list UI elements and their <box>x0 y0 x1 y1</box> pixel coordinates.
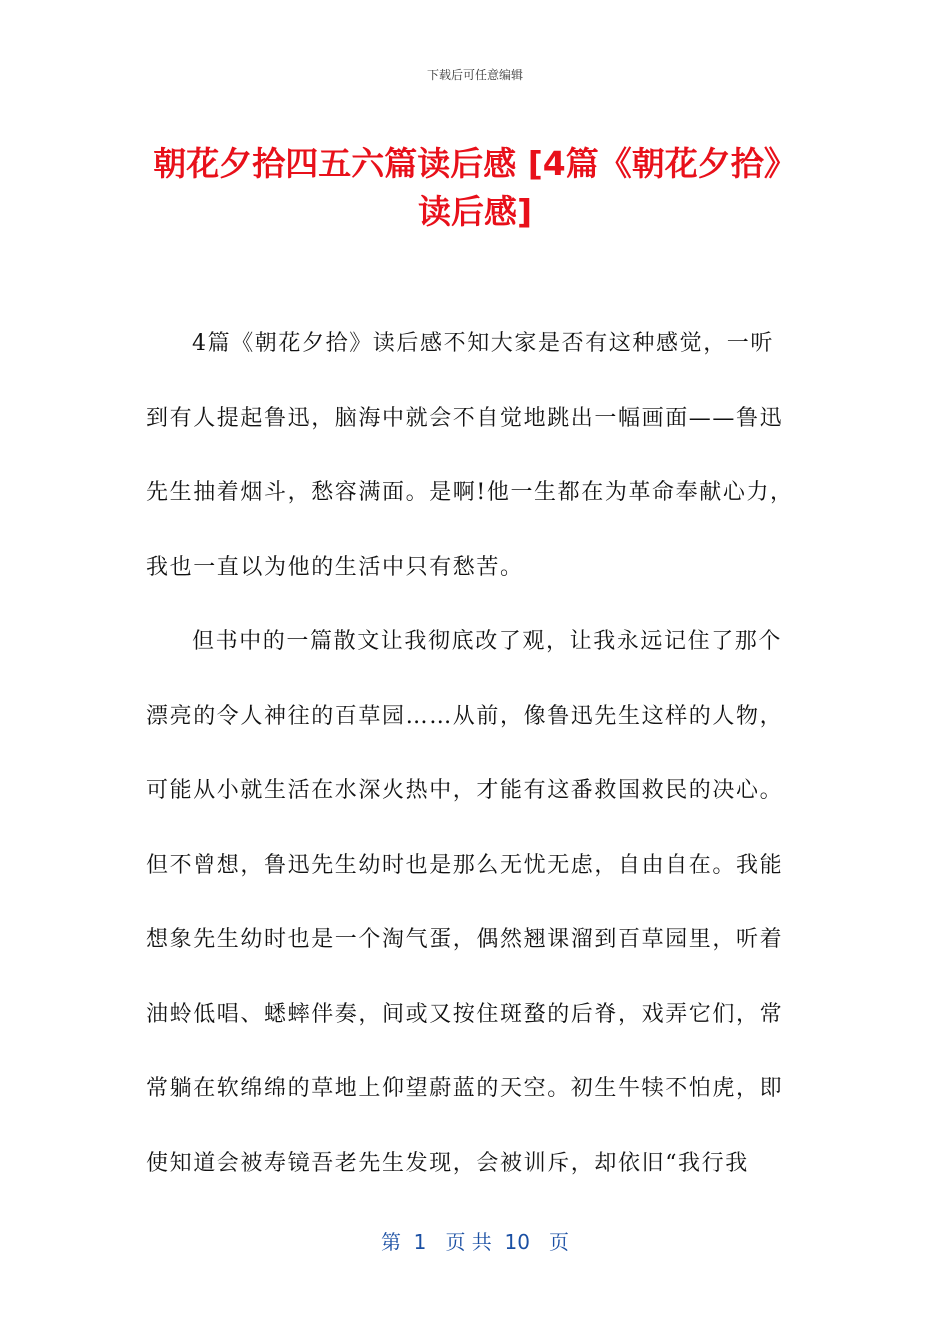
paragraph-line: 4篇《朝花夕拾》读后感不知大家是否有这种感觉，一听 <box>192 331 774 356</box>
paragraph-line: 想象先生幼时也是一个淘气蛋，偶然翘课溜到百草园里，听着 <box>146 927 784 952</box>
paragraph-line: 常躺在软绵绵的草地上仰望蔚蓝的天空。初生牛犊不怕虎，即 <box>146 1076 784 1101</box>
paragraph-line: 先生抽着烟斗，愁容满面。是啊!他一生都在为革命奉献心力， <box>146 480 794 505</box>
document-title <box>100 140 850 236</box>
paragraph-line: 我也一直以为他的生活中只有愁苦。 <box>146 554 524 580</box>
paragraph-line: 漂亮的令人神往的百草园……从前，像鲁迅先生这样的人物， <box>146 703 784 729</box>
title-line-2: 读后感] <box>417 192 533 231</box>
page-number-footer: 第 1 页 共 10 页 <box>380 1230 570 1254</box>
paragraph-line: 可能从小就生活在水深火热中，才能有这番救国救民的决心。 <box>146 778 784 803</box>
body-text <box>146 320 796 1214</box>
paragraph-line: 但书中的一篇散文让我彻底改了观，让我永远记住了那个 <box>192 629 783 654</box>
title-line-1: 朝花夕拾四五六篇读后感 [4篇《朝花夕拾》 <box>153 144 797 183</box>
paragraph-line: 到有人提起鲁迅，脑海中就会不自觉地跳出一幅画面——鲁迅 <box>146 405 784 431</box>
page-header-note: 下载后可任意编辑 <box>426 68 523 82</box>
paragraph-line: 油蛉低唱、蟋蟀伴奏，间或又按住斑蝥的后脊，戏弄它们，常 <box>146 1001 784 1027</box>
paragraph-line: 但不曾想，鲁迅先生幼时也是那么无忧无虑，自由自在。我能 <box>146 852 784 878</box>
paragraph-line: 使知道会被寿镜吾老先生发现，会被训斥，却依旧“我行我 <box>146 1150 749 1176</box>
